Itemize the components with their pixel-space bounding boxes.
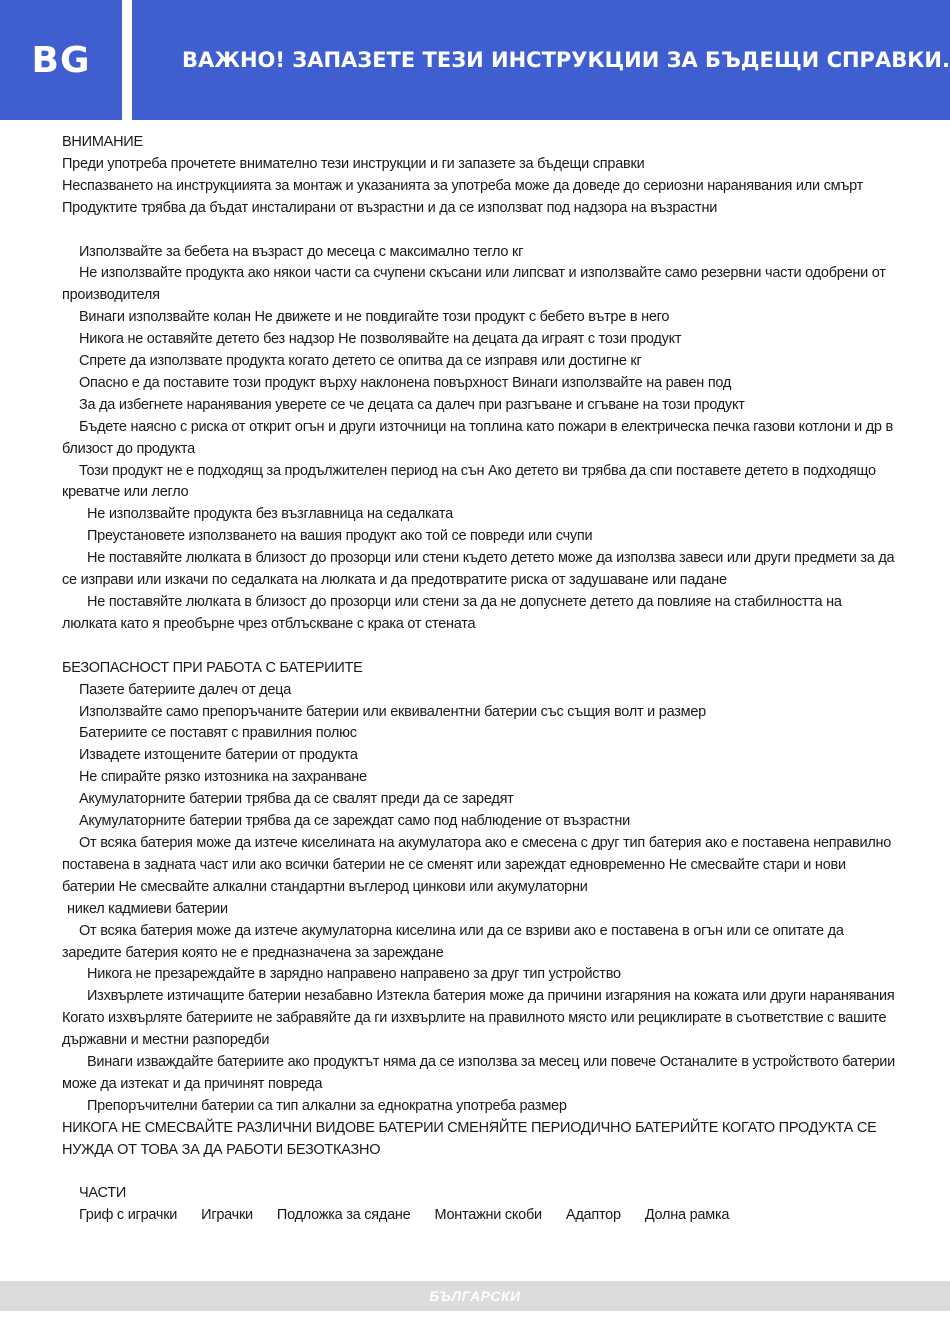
warning-item: Опасно е да поставите този продукт върху наклонена повърхност Винаги използвайте на равен под bbox=[79, 374, 732, 391]
language-badge bbox=[0, 0, 122, 120]
warning-line: Продуктите трябва да бъдат инсталирани от възрастни и да се използват под надзора на възрастни bbox=[62, 199, 718, 216]
warning-line: Неспазването на инструкциията за монтаж и указанията за употреба може да доведе до сериозни наранявания или смърт bbox=[62, 177, 864, 194]
parts-item: Адаптор bbox=[565, 1207, 621, 1224]
spacer bbox=[62, 636, 897, 658]
document-body bbox=[62, 132, 897, 1227]
warning-item: Не поставяйте люлката в близост до прозорци или стени за да не допуснете детето да повлияе на стабилността на люлката като я преобърне чрез отблъскване с крака от стената bbox=[62, 594, 842, 632]
battery-heading: БЕЗОПАСНОСТ ПРИ РАБОТА С БАТЕРИИТЕ bbox=[62, 659, 363, 676]
warning-item: Винаги използвайте колан Не движете и не повдигайте този продукт с бебето вътре в него bbox=[79, 309, 670, 326]
warning-item: Този продукт не е подходящ за продължителен период на сън Ако детето ви трябва да спи поставете детето в подходящо креватче или легло bbox=[62, 462, 876, 501]
page-footer bbox=[0, 1281, 950, 1311]
footer-language-label: БЪЛГАРСКИ bbox=[429, 1288, 521, 1304]
parts-heading: ЧАСТИ bbox=[79, 1185, 127, 1202]
battery-item: Никога не презареждайте в зарядно направено направено за друг тип устройство bbox=[87, 966, 621, 983]
warning-item: Спрете да използвате продукта когато детето се опитва да се изправя или достигне кг bbox=[79, 353, 642, 370]
language-code: BG bbox=[31, 39, 91, 81]
parts-item: Монтажни скоби bbox=[434, 1207, 542, 1224]
battery-item: Използвайте само препоръчаните батерии или еквивалентни батерии със същия волт и размер bbox=[79, 703, 706, 720]
title-banner bbox=[132, 0, 950, 120]
battery-item: Батериите се поставят с правилния полюс bbox=[79, 725, 357, 742]
page-title: ВАЖНО! ЗАПАЗЕТЕ ТЕЗИ ИНСТРУКЦИИ ЗА БЪДЕЩИ СПРАВКИ. bbox=[182, 48, 950, 72]
header-divider bbox=[122, 0, 132, 120]
warning-heading: ВНИМАНИЕ bbox=[62, 134, 143, 150]
battery-item: Не спирайте рязко изтозника на захранване bbox=[79, 769, 367, 786]
warning-item: Преустановете използването на вашия продукт ако той се повреди или счупи bbox=[87, 528, 593, 545]
battery-item: От всяка батерия може да изтече киселината на акумулатора ако е смесена с друг тип батерия ако е поставена неправилно поставена в задната част или ако всички батерии не се сменят или зареждат едновременно Не смесвайте стари и нови батерии Не смесвайте алкални стандартни въглерод цинкови или акумулаторни bbox=[62, 834, 892, 895]
battery-item: Препоръчителни батерии са тип алкални за еднократна употреба размер bbox=[87, 1097, 567, 1114]
battery-item: Извадете изтощените батерии от продукта bbox=[79, 747, 358, 764]
parts-item: Играчки bbox=[201, 1207, 253, 1224]
battery-caps-note: НИКОГА НЕ СМЕСВАЙТЕ РАЗЛИЧНИ ВИДОВЕ БАТЕРИИ СМЕНЯЙТЕ ПЕРИОДИЧНО БАТЕРИЙТЕ КОГАТО ПРОДУКТА СЕ НУЖДА ОТ ТОВА ЗА ДА РАБОТИ БЕЗОТКАЗНО bbox=[62, 1119, 877, 1158]
parts-item: Гриф с играчки bbox=[79, 1207, 178, 1224]
warning-item: Не поставяйте люлката в близост до прозорци или стени където детето може да използва завеси или други предмети за да се изправи или изкачи по седалката на люлката и да предотвратите риска от задушаване или падане bbox=[62, 550, 895, 589]
spacer bbox=[62, 220, 897, 242]
warning-item: Не използвайте продукта без възглавница на седалката bbox=[87, 506, 453, 523]
warning-item: За да избегнете наранявания уверете се че децата са далеч при разгъване и сгъване на този продукт bbox=[79, 396, 745, 413]
parts-item: Подложка за сядане bbox=[276, 1207, 411, 1224]
parts-list bbox=[62, 1205, 897, 1227]
warning-item: Не използвайте продукта ако някои части са счупени скъсани или липсват и използвайте само резервни части одобрени от производителя bbox=[62, 265, 886, 304]
battery-item: Пазете батериите далеч от деца bbox=[79, 681, 292, 698]
battery-item: Акумулаторните батерии трябва да се свалят преди да се заредят bbox=[79, 791, 514, 808]
warning-item: Използвайте за бебета на възраст до месеца с максимално тегло кг bbox=[79, 243, 524, 260]
warning-item: Никога не оставяйте детето без надзор Не позволявайте на децата да играят с този продукт bbox=[79, 331, 682, 348]
warning-line: Преди употреба прочетете внимателно тези инструкции и ги запазете за бъдещи справки bbox=[62, 155, 645, 172]
warning-item: Бъдете наясно с риска от открит огън и други източници на топлина като пожари в електрическа печка газови котлони и др в близост до продукта bbox=[62, 418, 893, 457]
battery-item: Винаги изваждайте батериите ако продуктът няма да се използва за месец или повече Останалите в устройството батерии може да изтекат и да причинят повреда bbox=[62, 1054, 895, 1092]
page-header bbox=[0, 0, 950, 120]
parts-item: Долна рамка bbox=[644, 1207, 730, 1224]
battery-item: От всяка батерия може да изтече акумулаторна киселина или да се взриви ако е поставена в огън или се опитате да заредите батерия която не е предназначена за зареждане bbox=[62, 922, 844, 961]
battery-item: Изхвърлете изтичащите батерии незабавно Изтекла батерия може да причини изгаряния на кожата или други наранявания Когато изхвърляте батериите не забравяйте да ги изхвърлите на правилното място или рециклирате в съответствие с вашите държавни и местни разпоредби bbox=[62, 988, 895, 1049]
battery-item: Акумулаторните батерии трябва да се зареждат само под наблюдение от възрастни bbox=[79, 813, 631, 830]
battery-item: никел кадмиеви батерии bbox=[67, 900, 228, 917]
spacer bbox=[62, 1162, 897, 1184]
